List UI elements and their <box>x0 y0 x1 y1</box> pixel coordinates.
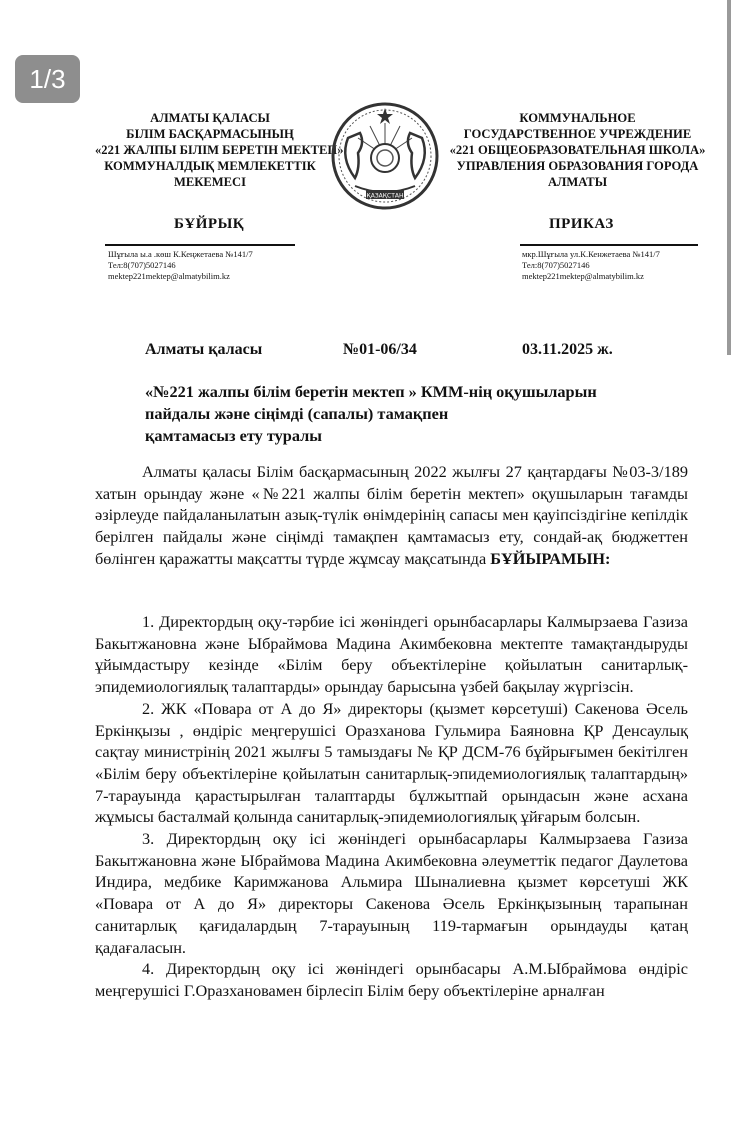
org-line: АЛМАТЫ <box>547 175 608 189</box>
phone: Тел:8(707)5027146 <box>108 260 176 270</box>
contacts-kz <box>108 249 253 282</box>
subject-line: қамтамасыз ету туралы <box>145 426 322 445</box>
subject-line: пайдалы және сіңімді (сапалы) тамақпен <box>145 404 449 423</box>
svg-text:ҚАЗАҚСТАН: ҚАЗАҚСТАН <box>366 192 404 200</box>
header-org-ru <box>445 110 710 190</box>
org-line: КОММУНАЛДЫҚ МЕМЛЕКЕТТІК <box>104 159 316 173</box>
order-items <box>95 611 688 1002</box>
org-line: МЕКЕМЕСІ <box>173 175 247 189</box>
divider <box>520 244 698 246</box>
email: mektep221mektep@almatybilim.kz <box>522 271 644 281</box>
header-org-kz <box>95 110 344 190</box>
scrollbar[interactable] <box>727 0 731 355</box>
order-item: 1. Директордың оқу-тәрбие ісі жөніндегі орынбасарлары Калмырзаева Газиза Бакытжановна және Ыбраймова Мадина Акимбековна мектепте тамақтандыруды ұйымдастыру кезінде «Білім беру объектілеріне қойылатын санитарлық-эпидемиологиялық талаптарды» орындау барысына үзбей бақылау жүргізсін. <box>95 612 688 697</box>
order-title-ru: ПРИКАЗ <box>549 216 614 232</box>
order-title-kz: БҰЙРЫҚ <box>174 216 245 232</box>
contacts-ru <box>522 249 660 282</box>
org-line: УПРАВЛЕНИЯ ОБРАЗОВАНИЯ ГОРОДА <box>456 159 699 173</box>
org-line: КОММУНАЛЬНОЕ <box>519 111 636 125</box>
order-word: БҰЙЫРАМЫН: <box>490 548 611 568</box>
city: Алматы қаласы <box>145 341 263 358</box>
subject-line: «№221 жалпы білім беретін мектеп » КММ-нің оқушыларын <box>145 382 597 401</box>
order-item: 3. Директордың оқу ісі жөніндегі орынбасарлары Калмырзаева Газиза Бакытжановна және Ыбраймова Мадина Акимбековна әлеуметтік педагог Даулетова Индира, медбике Каримжанова Альмира Шыналиевна қызмет көрсетуші ЖК «Повара от А до Я» директоры Сакенова Әсель Еркінқызының тарапынан санитарлық қағидалардың 7-тарауының 119-тармағын орындауды қатаң қадағаласын. <box>95 829 688 957</box>
email: mektep221mektep@almatybilim.kz <box>108 271 230 281</box>
address: Шұғыла ы.а .көш К.Кеңжетаева №141/7 <box>108 249 253 259</box>
org-line: ГОСУДАРСТВЕННОЕ УЧРЕЖДЕНИЕ <box>463 127 692 141</box>
state-emblem-icon <box>330 98 440 218</box>
org-line: БІЛІМ БАСҚАРМАСЫНЫҢ <box>126 127 294 141</box>
org-line: «221 ОБЩЕОБРАЗОВАТЕЛЬНАЯ ШКОЛА» <box>449 143 706 157</box>
org-line: АЛМАТЫ ҚАЛАСЫ <box>150 111 270 125</box>
document-number: №01-06/34 <box>343 341 417 358</box>
phone: Тел:8(707)5027146 <box>522 260 590 270</box>
document-date: 03.11.2025 ж. <box>522 341 613 358</box>
intro-text: Алматы қаласы Білім басқармасының 2022 жылғы 27 қаңтардағы №03-3/189 хатын орындау және «№221 жалпы білім беретін мектеп» оқушыларын тағамды әзірлеуде пайдаланылатын азық-түлік өнімдерінің сапасы мен қауіпсіздігіне кепілдік берілген пайдалы және сіңімді тамақпен қамтамасыз ету, сондай-ақ бюджеттен бөлінген қаражатты мақсатты түрде жұмсау мақсатында <box>95 462 688 568</box>
address: мкр.Шұғыла ул.К.Кенжетаева №141/7 <box>522 249 660 259</box>
document-subject <box>145 381 597 447</box>
order-item: 4. Директордың оқу ісі жөніндегі орынбасары А.М.Ыбраймова өндіріс меңгерушісі Г.Оразхановамен бірлесіп Білім беру объектілеріне арналған <box>95 959 688 1000</box>
org-line: «221 ЖАЛПЫ БІЛІМ БЕРЕТІН МЕКТЕП» <box>95 143 344 157</box>
page-indicator: 1/3 <box>15 55 80 103</box>
order-item: 2. ЖК «Повара от А до Я» директоры (қызмет көрсетуші) Сакенова Әсель Еркінқызы , өндіріс меңгерушісі Оразханова Гульмира Баяновна ҚР Денсаулық сақтау министрінің 2021 жылғы 5 тамыздағы № ҚР ДСМ-76 бұйрығымен бекітілген «Білім беру объектілеріне қойылатын санитарлық-эпидемиологиялық талаптардың» 7-тарауында қарастырылған талаптарды бұлжытпай орындасын және асхана жұмысы басталмай қолында санитарлық-эпидемиологиялық ұйғарым болсын. <box>95 698 688 827</box>
divider <box>105 244 295 246</box>
intro-paragraph <box>95 461 688 570</box>
